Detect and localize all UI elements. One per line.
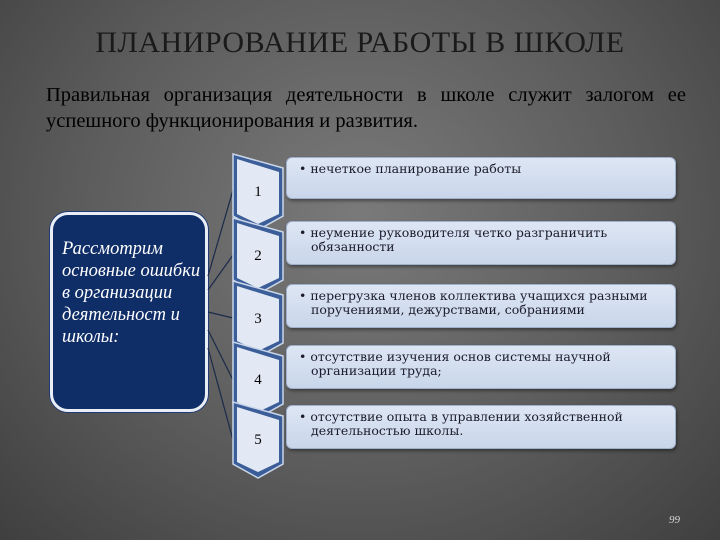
list-item-text: • перегрузка членов коллектива учащихся разными поручениями, дежурствами, собраниями	[299, 288, 648, 317]
item-number: 4	[254, 372, 262, 388]
list-item-text: • нечеткое планирование работы	[299, 161, 522, 176]
list-item	[286, 284, 676, 328]
item-number: 5	[254, 432, 262, 448]
list-item-text: • неумение руководителя четко разграничить обязанности	[299, 225, 608, 254]
list-item	[286, 405, 676, 449]
item-number: 1	[254, 184, 262, 200]
connector-line	[208, 330, 233, 380]
item-number: 2	[254, 248, 262, 264]
item-number: 3	[254, 311, 262, 327]
list-item-text: • отсутствие изучения основ системы научной организации труда;	[299, 349, 611, 378]
list-item	[286, 221, 676, 265]
connector-line	[208, 255, 233, 290]
side-box-text: Рассмотрим основные ошибки в организации деятельност и школы:	[62, 239, 201, 347]
list-item-text: • отсутствие опыта в управлении хозяйственной деятельностью школы.	[299, 409, 623, 438]
page-number: 99	[669, 514, 680, 526]
slide-title: ПЛАНИРОВАНИЕ РАБОТЫ В ШКОЛЕ	[95, 26, 625, 59]
slide-subtitle: Правильная организация деятельности в школе служит залогом ее успешного функционирования и развития.	[46, 84, 686, 132]
list-item	[286, 157, 676, 199]
connector-line	[208, 312, 233, 318]
connector-line	[208, 348, 233, 440]
connector-line	[208, 190, 233, 276]
list-item	[286, 345, 676, 389]
